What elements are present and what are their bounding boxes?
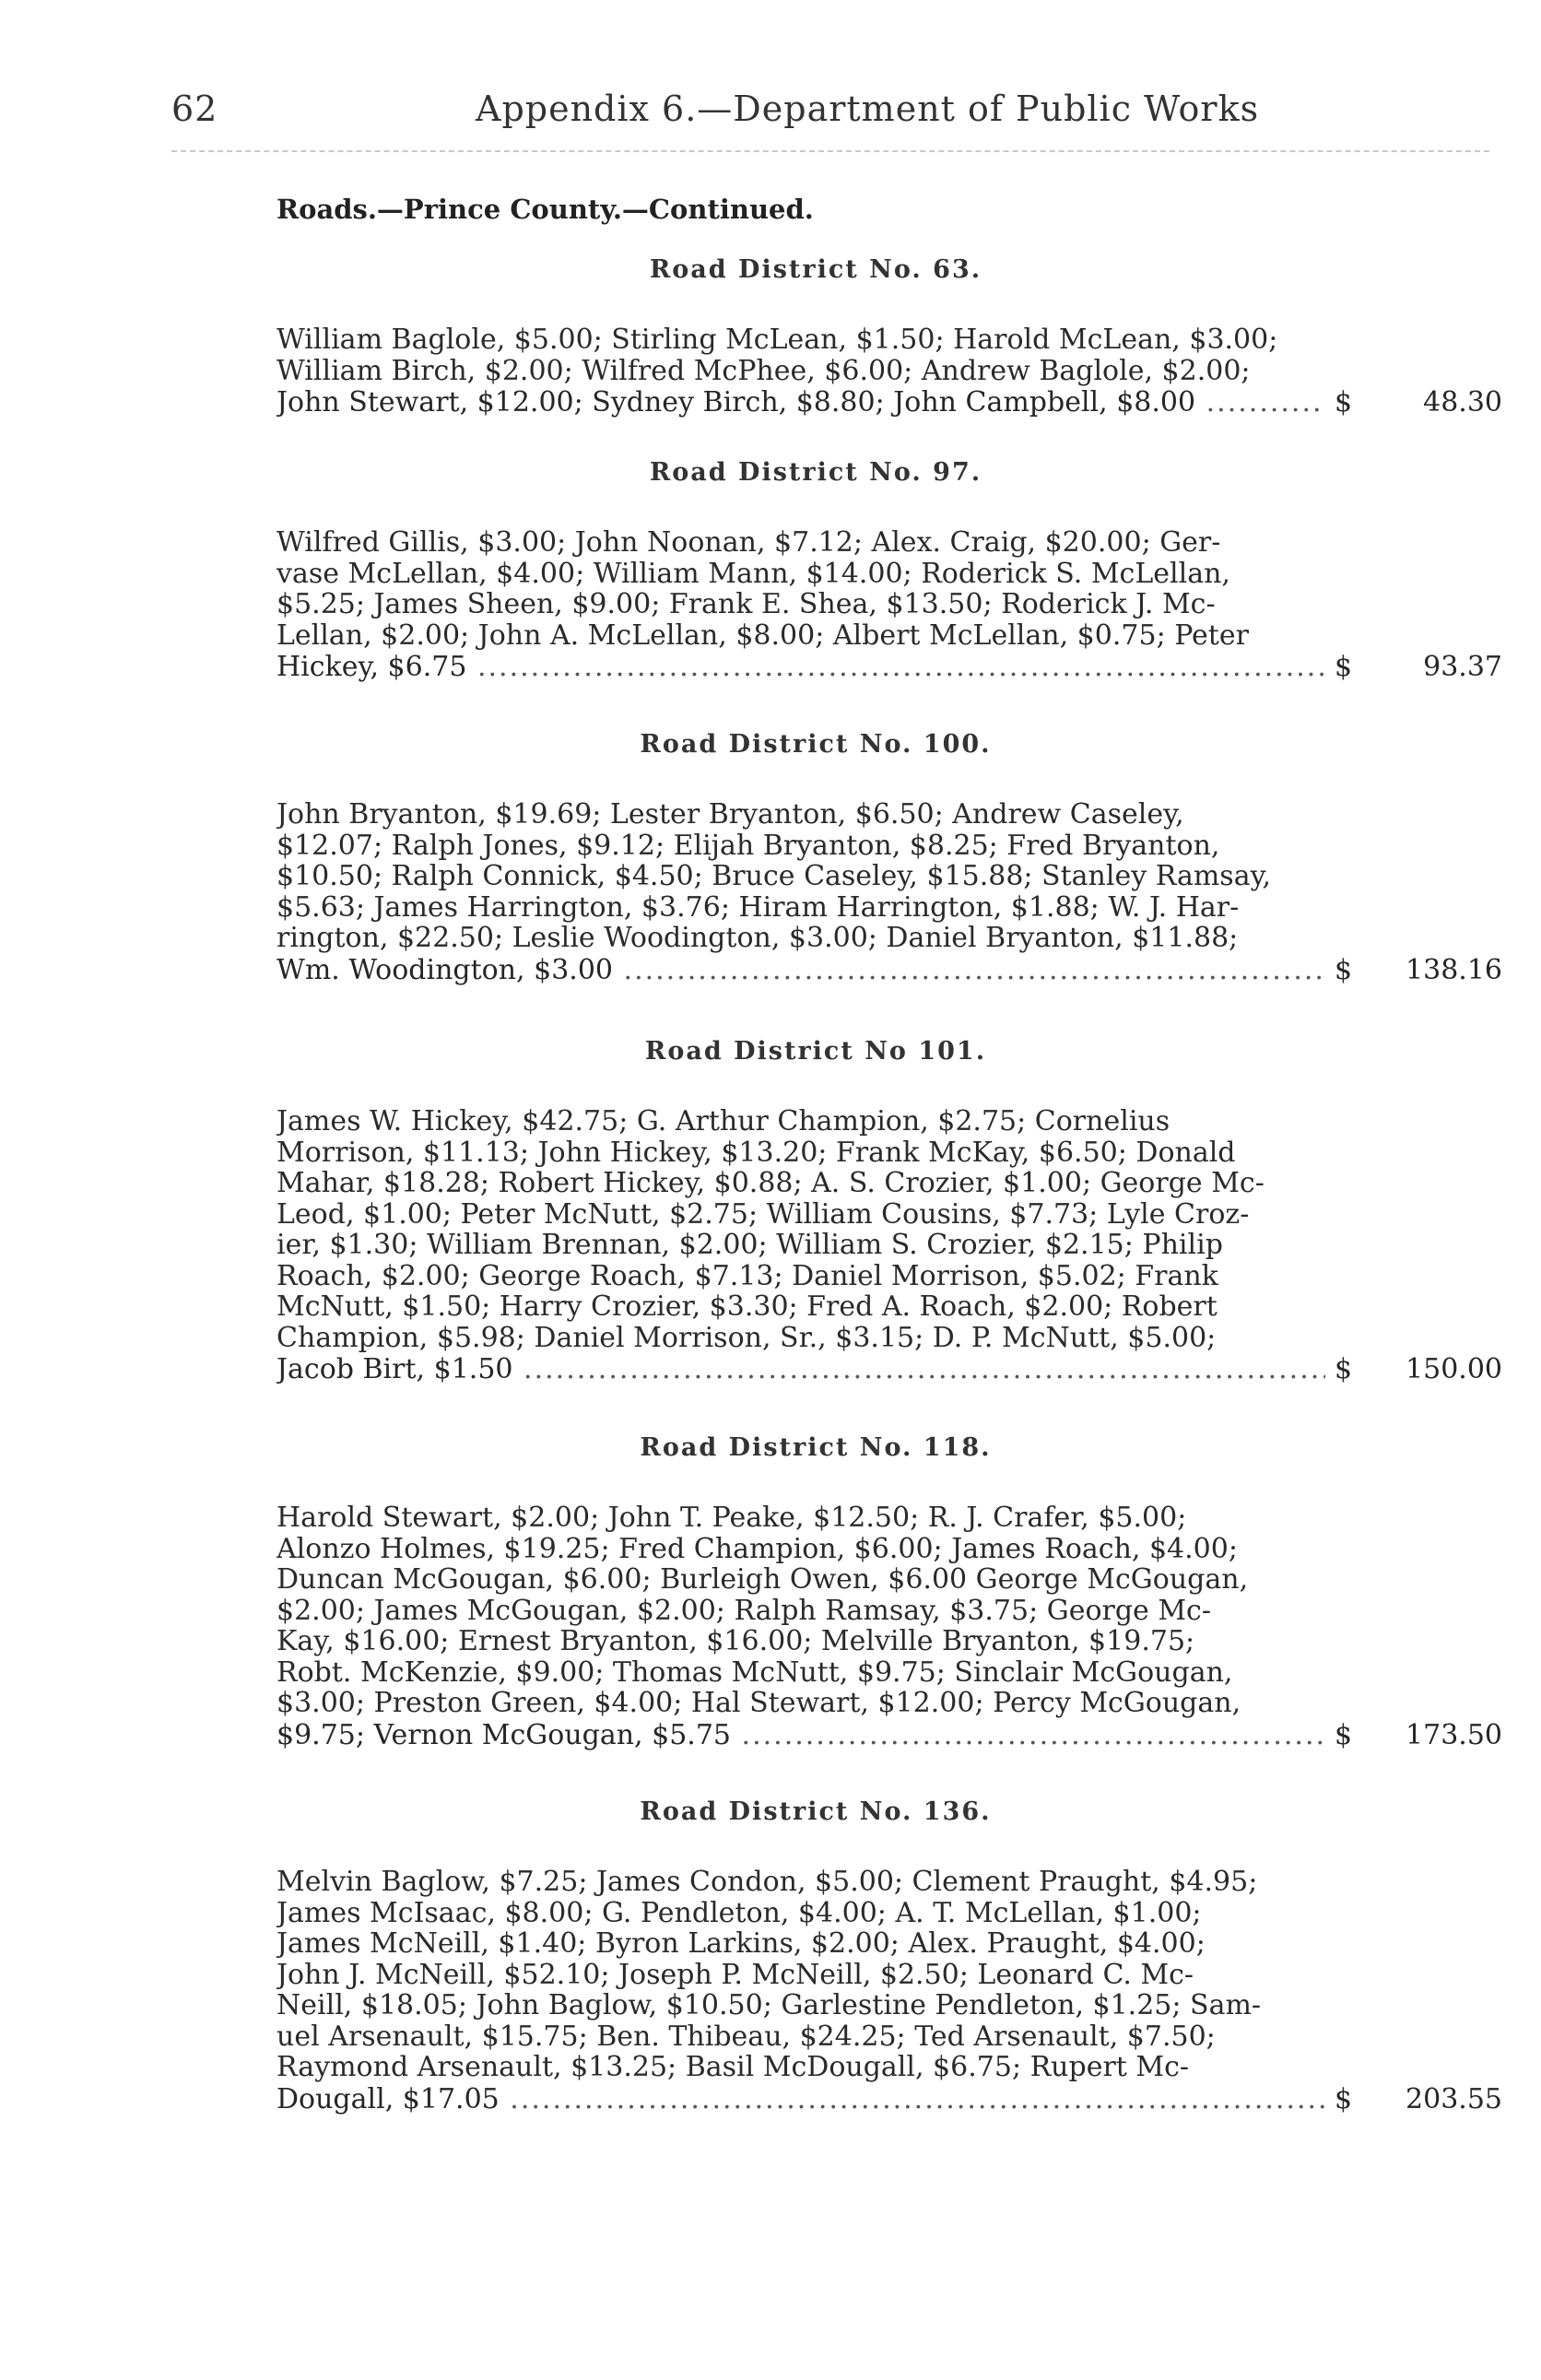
road-district-97 [276,458,1502,682]
section-heading: Roads.—Prince County.—Continued. [276,194,814,225]
district-title: Road District No. 136. [640,1797,992,1826]
district-total: 173.50 [1406,1718,1502,1751]
district-entries [276,527,1355,651]
district-title: Road District No 101. [644,1037,987,1066]
entry-line: Mahar, $18.28; Robert Hickey, $0.88; A. S. Crozier, $1.00; George Mc- [276,1168,1265,1199]
entry-line: Duncan McGougan, $6.00; Burleigh Owen, $6.00 George McGougan, [276,1564,1249,1596]
entry-line: Melvin Baglow, $7.25; James Condon, $5.00; Clement Praught, $4.95; [276,1867,1258,1898]
dollar-sign: $ [1335,953,1353,986]
district-title: Road District No. 97. [649,458,982,487]
entry-line: $2.00; James McGougan, $2.00; Ralph Ramsay, $3.75; George Mc- [276,1595,1211,1626]
district-total-line [276,1719,1502,1750]
entry-line: Leod, $1.00; Peter McNutt, $2.75; William Cousins, $7.73; Lyle Croz- [276,1198,1250,1230]
district-total: 203.55 [1406,2082,1502,2115]
district-entries [276,1867,1355,2083]
district-total-line [276,651,1502,682]
district-total-line [276,2083,1502,2115]
entry-line: Robt. McKenzie, $9.00; Thomas McNutt, $9.75; Sinclair McGougan, [276,1656,1233,1688]
district-total-line [276,954,1502,985]
entry-line: John J. McNeill, $52.10; Joseph P. McNeill, $2.50; Leonard C. Mc- [276,1959,1194,1990]
district-entries [276,799,1355,954]
road-district-101 [276,1037,1502,1384]
district-total: 138.16 [1406,953,1502,986]
district-total: 150.00 [1406,1353,1502,1385]
entry-line: $12.07; Ralph Jones, $9.12; Elijah Bryanton, $8.25; Fred Bryanton, [276,830,1220,861]
entry-line: Alonzo Holmes, $19.25; Fred Champion, $6.00; James Roach, $4.00; [276,1533,1238,1564]
page-number: 62 [171,88,218,129]
road-district-63 [276,255,1502,418]
entry-last-line: Wm. Woodington, $3.00 ..... [276,954,1325,986]
dollar-sign: $ [1335,1353,1353,1385]
district-total-line [276,386,1502,418]
header-rule [171,150,1489,152]
entry-line: William Baglole, $5.00; Stirling McLean, $1.50; Harold McLean, $3.00; [276,324,1278,356]
entry-line: rington, $22.50; Leslie Woodington, $3.00; Daniel Bryanton, $11.88; [276,923,1239,954]
district-total: 48.30 [1423,386,1502,418]
entry-line: uel Arsenault, $15.75; Ben. Thibeau, $24.25; Ted Arsenault, $7.50; [276,2021,1216,2052]
entry-line: $5.25; James Sheen, $9.00; Frank E. Shea, $13.50; Roderick J. Mc- [276,589,1216,620]
dollar-sign: $ [1335,2082,1353,2115]
entry-line: Roach, $2.00; George Roach, $7.13; Daniel Morrison, $5.02; Frank [276,1260,1218,1291]
entry-line: John Bryanton, $19.69; Lester Bryanton, $6.50; Andrew Caseley, [276,799,1184,831]
district-title: Road District No. 118. [640,1433,992,1462]
road-district-118 [276,1433,1502,1750]
district-title: Road District No. 100. [640,730,992,759]
entry-line: William Birch, $2.00; Wilfred McPhee, $6.00; Andrew Baglole, $2.00; [276,355,1251,386]
dollar-sign: $ [1335,651,1353,683]
entry-last-line: Jacob Birt, $1.50 ..... [276,1353,1325,1385]
road-district-136 [276,1797,1502,2114]
dollar-sign: $ [1335,1718,1353,1751]
district-entries [276,1106,1355,1353]
road-district-100 [276,730,1502,984]
entry-line: Kay, $16.00; Ernest Bryanton, $16.00; Melville Bryanton, $19.75; [276,1626,1195,1657]
entry-line: Morrison, $11.13; John Hickey, $13.20; Frank McKay, $6.50; Donald [276,1137,1236,1168]
entry-last-line: John Stewart, $12.00; Sydney Birch, $8.80; John Campbell, $8.00 ..... [276,386,1325,418]
entry-line: Raymond Arsenault, $13.25; Basil McDougall, $6.75; Rupert Mc- [276,2052,1190,2083]
entry-line: Harold Stewart, $2.00; John T. Peake, $12.50; R. J. Crafer, $5.00; [276,1502,1187,1534]
running-head: Appendix 6.—Department of Public Works [476,88,1260,129]
entry-line: $3.00; Preston Green, $4.00; Hal Stewart, $12.00; Percy McGougan, [276,1688,1241,1719]
entry-line: $5.63; James Harrington, $3.76; Hiram Harrington, $1.88; W. J. Har- [276,891,1240,923]
dollar-sign: $ [1335,386,1353,418]
entry-line: James McIsaac, $8.00; G. Pendleton, $4.00; A. T. McLellan, $1.00; [276,1897,1202,1928]
entry-last-line: Hickey, $6.75 ..... [276,651,1325,683]
entry-line: Champion, $5.98; Daniel Morrison, Sr., $3.15; D. P. McNutt, $5.00; [276,1322,1217,1353]
entry-line: $10.50; Ralph Connick, $4.50; Bruce Caseley, $15.88; Stanley Ramsay, [276,861,1272,892]
entry-last-line: $9.75; Vernon McGougan, $5.75 ..... [276,1719,1325,1751]
entry-line: James McNeill, $1.40; Byron Larkins, $2.00; Alex. Praught, $4.00; [276,1928,1206,1960]
district-entries [276,324,1355,386]
entry-line: James W. Hickey, $42.75; G. Arthur Champion, $2.75; Cornelius [276,1106,1170,1137]
entry-last-line: Dougall, $17.05 ..... [276,2083,1325,2115]
district-total: 93.37 [1423,651,1502,683]
district-title: Road District No. 63. [649,255,982,284]
entry-line: ier, $1.30; William Brennan, $2.00; William S. Crozier, $2.15; Philip [276,1230,1223,1261]
entry-line: Neill, $18.05; John Baglow, $10.50; Garlestine Pendleton, $1.25; Sam- [276,1990,1262,2021]
entry-line: Wilfred Gillis, $3.00; John Noonan, $7.12; Alex. Craig, $20.00; Ger- [276,527,1221,559]
district-entries [276,1502,1355,1719]
page-header [171,88,1305,136]
entry-line: McNutt, $1.50; Harry Crozier, $3.30; Fred A. Roach, $2.00; Robert [276,1291,1218,1323]
entry-line: Lellan, $2.00; John A. McLellan, $8.00; Albert McLellan, $0.75; Peter [276,619,1249,651]
entry-line: vase McLellan, $4.00; William Mann, $14.00; Roderick S. McLellan, [276,558,1230,589]
district-total-line [276,1353,1502,1384]
